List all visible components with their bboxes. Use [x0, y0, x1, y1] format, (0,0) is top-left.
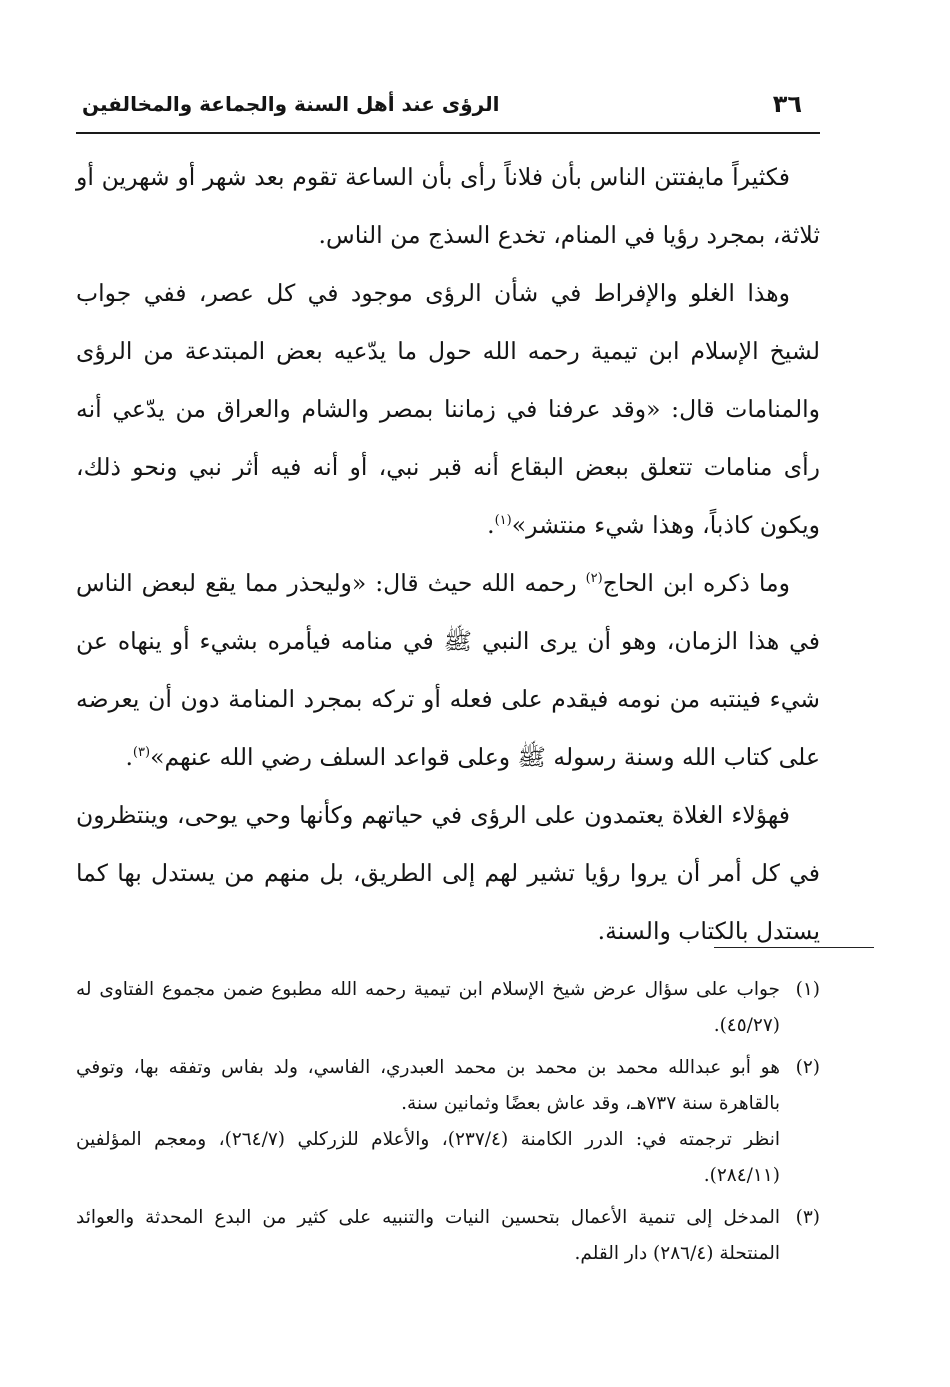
footnote-ref: (٣) — [132, 745, 151, 761]
footnote: (٣) المدخل إلى تنمية الأعمال بتحسين النيات والتنبيه على كثير من البدع المحدثة والعوائد المنتحلة (٢٨٦/٤) دار القلم. — [76, 1200, 820, 1272]
paragraph: فهؤلاء الغلاة يعتمدون على الرؤى في حياتهم وكأنها وحي يوحى، وينتظرون في كل أمر أن يروا رؤيا تشير لهم إلى الطريق، بل منهم من يستدل بها كما يستدل بالكتاب والسنة. — [76, 801, 820, 945]
footnote-separator — [714, 947, 874, 948]
page-header — [76, 88, 820, 134]
footnote-ref: (٢) — [585, 571, 603, 587]
paragraph: وما ذكره ابن الحاج$^{(٢)}$ رحمه الله حيث قال: «وليحذر مما يقع لبعض الناس في هذا الزمان، وهو أن يرى النبي ﷺ في منامه فيأمره بشيء أو ينهاه عن شيء فينتبه من نومه فيقدم على فعله أو تركه بمجرد المنامة دون أن يعرضه على كتاب الله وسنة رسوله ﷺ وعلى قواعد السلف رضي الله عنهم»$^{(٣)}$. — [76, 569, 820, 771]
footnote: (١) جواب على سؤال عرض شيخ الإسلام ابن تيمية رحمه الله مطبوع ضمن مجموع الفتاوى له (٤٥/٢٧). — [76, 972, 820, 1044]
page-number: ٣٦ — [772, 90, 802, 118]
footnote-ref: (١) — [494, 513, 512, 529]
paragraph: وهذا الغلو والإفراط في شأن الرؤى موجود في كل عصر، ففي جواب لشيخ الإسلام ابن تيمية رحمه الله حول ما يدّعيه بعض المبتدعة من الرؤى والمنامات قال: «وقد عرفنا في زماننا بمصر والشام والعراق من يدّعي أنه رأى منامات تتعلق ببعض البقاع أنه قبر نبي، أو أنه فيه أثر نبي ونحو ذلك، ويكون كاذباً، وهذا شيء منتشر»$^{(١)}$. — [76, 279, 820, 539]
footnote-number: (٢) — [795, 1057, 820, 1078]
footnote-number: (١) — [795, 979, 820, 1000]
footnote: (٢) هو أبو عبدالله محمد بن محمد بن محمد العبدري، الفاسي، ولد بفاس وتفقه بها، وتوفي بالقاهرة سنة ٧٣٧هـ، وقد عاش بعضًا وثمانين سنة. انظر ترجمته في: الدرر الكامنة (٢٣٧/٤)، والأعلام للزركلي (٢٦٤/٧)، ومعجم المؤلفين (٢٨٤/١١). — [76, 1050, 820, 1194]
footnotes — [76, 972, 820, 1278]
footnote-number: (٣) — [795, 1207, 820, 1228]
paragraph: فكثيراً مايفتتن الناس بأن فلاناً رأى بأن الساعة تقوم بعد شهر أو شهرين أو ثلاثة، بمجرد رؤيا في المنام، تخدع السذج من الناس. — [76, 163, 820, 249]
main-text — [76, 148, 820, 960]
running-title: الرؤى عند أهل السنة والجماعة والمخالفين — [82, 92, 500, 116]
